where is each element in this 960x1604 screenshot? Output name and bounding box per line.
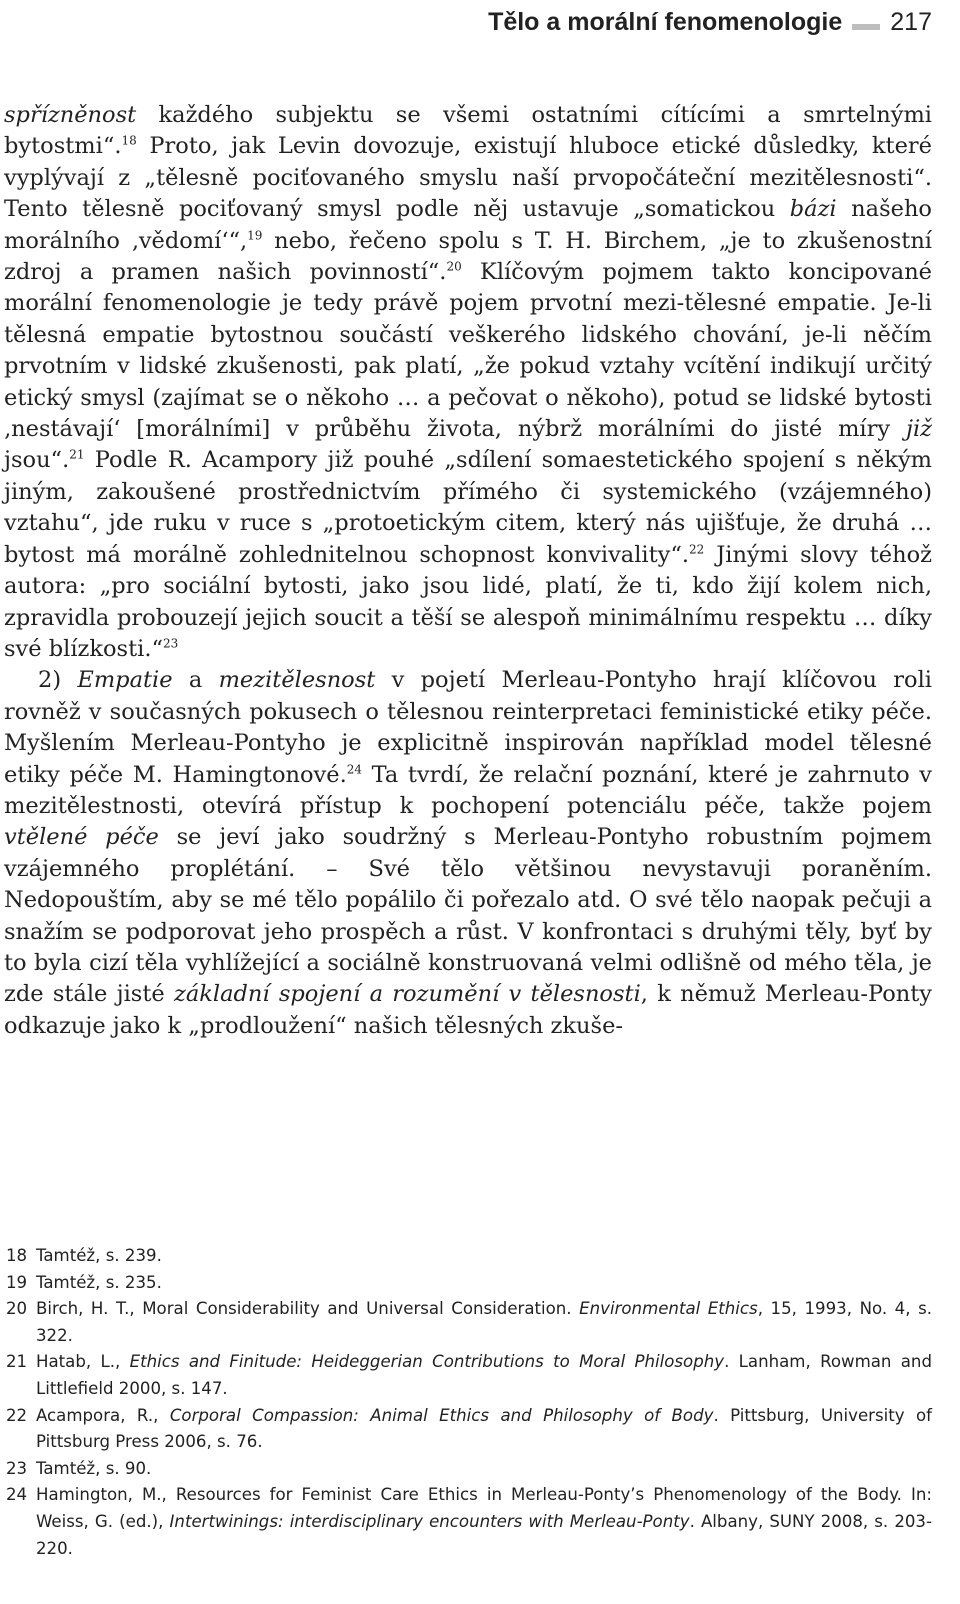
footnote-text: [36, 1482, 932, 1562]
italic-text: bázi: [789, 196, 837, 223]
italic-text: vtělené péče: [4, 824, 159, 851]
text-run: Tamtéž, s. 235.: [36, 1272, 162, 1292]
italic-text: již: [905, 416, 932, 443]
text-run: . Pittsburg, University of Pittsburg Press 2006, s. 76.: [36, 1405, 932, 1452]
footnote-ref: 20: [446, 259, 462, 274]
footnote-number: 21: [6, 1352, 28, 1372]
footnote-number: 24: [6, 1485, 28, 1505]
footnote-number: 22: [6, 1405, 28, 1425]
text-run: a: [172, 667, 219, 694]
footnote-ref: 18: [121, 133, 137, 148]
italic-text: Intertwinings: interdisciplinary encounters with Merleau-Ponty: [169, 1511, 690, 1531]
text-run: se jeví jako soudržný s Merleau-Pontyho robustním pojmem vzájemného proplétání. – Své tělo většinou nevystavuji poraněním. Nedopouštím, aby se mé tělo popálilo či pořezalo atd. O své tělo naopak pečuji a snažím se podporovat jeho prospěch a růst. V konfrontaci s druhými těly, byť by to byla cizí těla vyhlížející a sociálně konstruovaná velmi odlišně od mého těla, je zde stále jisté: [4, 824, 932, 1008]
italic-text: Ethics and Finitude: Heideggerian Contributions to Moral Philosophy: [129, 1352, 725, 1372]
text-run: nebo, řečeno spolu s T. H. Birchem, „je to zkušenostní zdroj a pramen našich povinností“.: [4, 227, 933, 286]
footnote-20: [6, 1296, 932, 1349]
text-run: , 15, 1993, No. 4, s. 322.: [36, 1299, 932, 1345]
footnote-text: [36, 1456, 932, 1483]
footnote-ref: 23: [163, 636, 179, 651]
italic-text: základní spojení a rozumění v tělesnosti: [173, 981, 641, 1008]
text-run: každého subjektu se všemi ostatními cítícími a smrtelnými bytostmi“.: [4, 102, 932, 160]
running-head: [488, 0, 932, 44]
text-run: Tamtéž, s. 90.: [36, 1458, 152, 1478]
text-run: Klíčovým pojmem takto koncipované morální fenomenologie je tedy právě pojem prvotní mezi-tělesné empatie. Je-li tělesná empatie bytostnou součástí veškerého lidského chování, je-li něčím prvotním v lidské zkušenosti, pak platí, „že pokud vztahy vcítění indikují určitý etický smysl (zajímat se o někoho … a pečovat o někoho), potud se lidské bytosti ‚nestávají‘ [morálními] v průběhu života, nýbrž morálními do jisté míry: [4, 259, 932, 443]
footnote-ref: 22: [689, 542, 705, 557]
italic-text: spřízněnost: [4, 102, 137, 128]
footnote-text: [36, 1270, 932, 1297]
italic-text: Empatie: [77, 667, 173, 694]
text-run: Tamtéž, s. 239.: [36, 1246, 162, 1265]
footnote-number: 20: [6, 1299, 28, 1319]
footnote-ref: 21: [69, 447, 85, 462]
header-rule: [852, 24, 880, 30]
italic-text: mezitělesnost: [218, 667, 376, 694]
footnote-text: [36, 1403, 932, 1456]
footnote-number: 23: [6, 1458, 28, 1478]
body-text: [4, 100, 932, 1042]
text-run: Hamington, M., Resources for Feminist Care Ethics in Merleau-Ponty’s Phenomenology of the Body. In: Weiss, G. (ed.),: [36, 1485, 932, 1531]
footnote-18: [6, 1243, 932, 1270]
footnote-text: [36, 1349, 932, 1402]
paragraph-2: [4, 665, 932, 1042]
text-run: Birch, H. T., Moral Considerability and Universal Consideration.: [36, 1299, 580, 1319]
text-run: našeho morálního ‚vědomí‘“,: [4, 196, 932, 254]
footnote-ref: 19: [247, 228, 263, 243]
chapter-title: Tělo a morální fenomenologie: [488, 7, 843, 36]
italic-text: Corporal Compassion: Animal Ethics and Philosophy of Body: [169, 1405, 714, 1425]
paragraph-1: [4, 100, 932, 665]
footnote-22: [6, 1403, 932, 1456]
footnote-text: [36, 1296, 932, 1349]
footnote-21: [6, 1349, 932, 1402]
text-run: Acampora, R.,: [36, 1405, 170, 1425]
footnote-23: [6, 1456, 932, 1483]
page-number: 217: [890, 7, 932, 36]
text-run: , k němuž Merleau-Ponty odkazuje jako k „prodloužení“ našich tělesných zkuše-: [4, 981, 932, 1039]
text-run: Podle R. Acampory již pouhé „sdílení somaestetického spojení s někým jiným, zakoušené prostřednictvím přímého či systemického (vzájemného) vztahu“, jde ruku v ruce s „protoetickým citem, který nás ujišťuje, že druhá … bytost má morálně zohlednitelnou schopnost konvivality“.: [4, 447, 932, 568]
footnote-number: 18: [6, 1246, 28, 1265]
footnotes: [6, 1243, 932, 1562]
text-run: v pojetí Merleau-Pontyho hrají klíčovou roli rovněž v současných pokusech o tělesnou reinterpretaci feministické etiky péče. Myšlením Merleau-Pontyho je explicitně inspirován například model tělesné etiky péče M. Hamingtonové.: [4, 667, 932, 788]
text-run: Ta tvrdí, že relační poznání, které je zahrnuto v mezitělestnosti, otevírá přístup k pochopení potenciálu péče, takže pojem: [4, 761, 932, 819]
text-run: Proto, jak Levin dovozuje, existují hluboce etické důsledky, které vyplývají z „tělesně pociťovaného smyslu naší prvopočáteční mezitělesnosti“. Tento tělesně pociťovaný smysl podle něj ustavuje „somatickou: [4, 133, 932, 223]
footnote-19: [6, 1270, 932, 1297]
text-run: Jinými slovy téhož autora: „pro sociální bytosti, jako jsou lidé, platí, že ti, kdo žijí kolem nich, zpravidla probouzejí jejich soucit a těší se alespoň minimálnímu respektu … díky své blízkosti.“: [4, 541, 932, 662]
text-run: . Lanham, Rowman and Littlefield 2000, s. 147.: [36, 1352, 932, 1398]
text-run: . Albany, SUNY 2008, s. 203-220.: [36, 1511, 932, 1558]
footnote-ref: 24: [346, 762, 363, 777]
text-run: jsou“.: [4, 447, 70, 474]
footnote-text: [36, 1243, 932, 1270]
text-run: 2): [38, 667, 78, 694]
text-run: Hatab, L.,: [36, 1352, 130, 1372]
footnote-24: [6, 1482, 932, 1562]
footnote-number: 19: [6, 1272, 28, 1292]
italic-text: Environmental Ethics: [579, 1299, 758, 1319]
